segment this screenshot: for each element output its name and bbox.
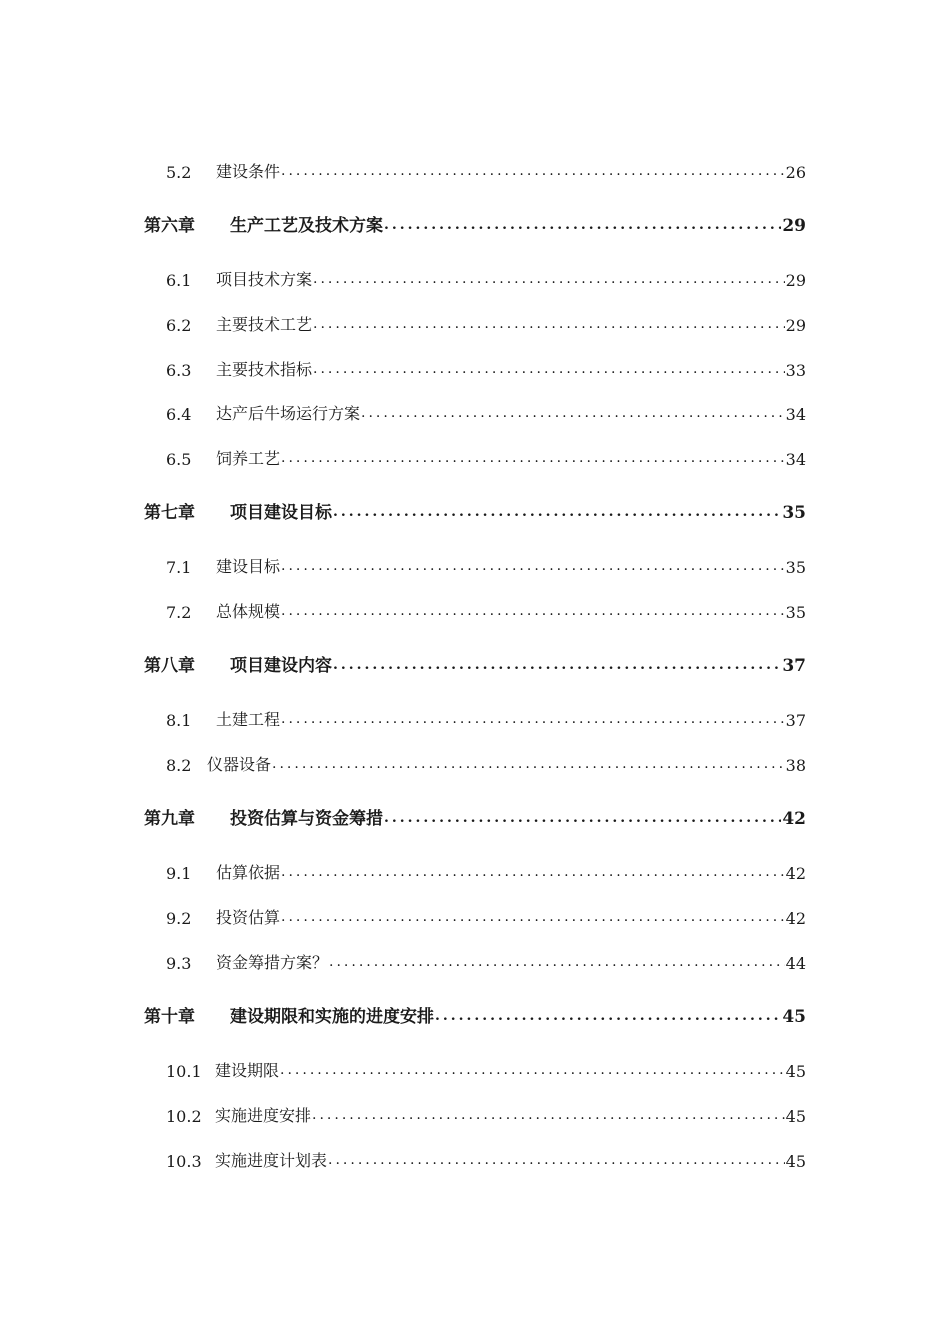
toc-entry-9-3[interactable] <box>166 947 806 973</box>
toc-entry-title: 建设期限 <box>215 1061 280 1080</box>
toc-entry-8-1[interactable] <box>166 704 806 730</box>
toc-chapter-title: 项目建设目标 <box>230 503 332 523</box>
toc-entry-10-1[interactable] <box>166 1055 806 1081</box>
toc-entry-number: 6.1 <box>166 271 192 290</box>
toc-entry-title: 实施进度计划表 <box>215 1151 328 1170</box>
dot-leader <box>329 955 785 969</box>
toc-entry-page: 37 <box>785 711 806 730</box>
toc-entry-page: 45 <box>785 1107 806 1126</box>
dot-leader <box>333 505 781 519</box>
toc-entry-page: 35 <box>785 558 806 577</box>
toc-chapter-page: 35 <box>782 503 806 523</box>
dot-leader <box>281 604 785 618</box>
toc-entry-title: 仪器设备 <box>207 755 272 774</box>
toc-entry-10-2[interactable] <box>166 1100 806 1126</box>
dot-leader <box>435 1009 781 1023</box>
dot-leader <box>313 272 785 286</box>
toc-chapter-page: 45 <box>782 1007 806 1027</box>
toc-chapter-8[interactable] <box>144 650 806 676</box>
toc-entry-title: 主要技术工艺 <box>216 315 313 334</box>
toc-entry-page: 44 <box>785 954 806 973</box>
toc-entry-10-3[interactable] <box>166 1145 806 1171</box>
toc-chapter-number: 第十章 <box>144 1007 195 1027</box>
toc-entry-number: 6.5 <box>166 450 192 469</box>
toc-chapter-title: 建设期限和实施的进度安排 <box>230 1007 434 1027</box>
toc-entry-page: 42 <box>785 864 806 883</box>
toc-entry-page: 29 <box>785 316 806 335</box>
toc-entry-number: 10.3 <box>166 1152 202 1171</box>
toc-entry-title: 达产后牛场运行方案 <box>216 404 361 423</box>
toc-entry-page: 35 <box>785 603 806 622</box>
dot-leader <box>384 811 781 825</box>
toc-entry-7-1[interactable] <box>166 551 806 577</box>
toc-entry-8-2[interactable] <box>166 749 806 775</box>
toc-entry-number: 5.2 <box>166 163 192 182</box>
toc-entry-number: 10.2 <box>166 1107 202 1126</box>
toc-entry-9-1[interactable] <box>166 857 806 883</box>
toc-chapter-title: 投资估算与资金筹措 <box>230 809 383 829</box>
toc-chapter-10[interactable] <box>144 1001 806 1027</box>
toc-entry-number: 6.4 <box>166 405 192 424</box>
toc-chapter-7[interactable] <box>144 497 806 523</box>
dot-leader <box>281 910 785 924</box>
dot-leader <box>272 757 785 771</box>
toc-entry-6-5[interactable] <box>166 443 806 469</box>
dot-leader <box>281 865 785 879</box>
toc-entry-9-2[interactable] <box>166 902 806 928</box>
toc-entry-title: 主要技术指标 <box>216 360 313 379</box>
dot-leader <box>313 317 785 331</box>
toc-entry-title: 实施进度安排 <box>215 1106 312 1125</box>
toc-entry-title: 饲养工艺 <box>216 449 281 468</box>
toc-entry-title: 总体规模 <box>216 602 281 621</box>
toc-entry-number: 6.3 <box>166 361 192 380</box>
toc-entry-title: 建设目标 <box>216 557 281 576</box>
toc-entry-6-1[interactable] <box>166 264 806 290</box>
toc-entry-page: 45 <box>785 1062 806 1081</box>
dot-leader <box>281 451 785 465</box>
dot-leader <box>313 362 785 376</box>
dot-leader <box>280 1063 785 1077</box>
toc-entry-6-4[interactable] <box>166 398 806 424</box>
toc-chapter-number: 第八章 <box>144 656 195 676</box>
toc-entry-page: 34 <box>785 405 806 424</box>
toc-entry-page: 34 <box>785 450 806 469</box>
toc-entry-number: 10.1 <box>166 1062 202 1081</box>
toc-entry-number: 7.1 <box>166 558 192 577</box>
dot-leader <box>333 658 781 672</box>
toc-entry-title: 项目技术方案 <box>216 270 313 289</box>
toc-entry-page: 33 <box>785 361 806 380</box>
dot-leader <box>281 712 785 726</box>
toc-entry-title: 投资估算 <box>216 908 281 927</box>
dot-leader <box>281 164 785 178</box>
toc-entry-6-3[interactable] <box>166 354 806 380</box>
toc-entry-page: 45 <box>785 1152 806 1171</box>
toc-chapter-9[interactable] <box>144 803 806 829</box>
toc-chapter-number: 第七章 <box>144 503 195 523</box>
toc-chapter-6[interactable] <box>144 210 806 236</box>
toc-chapter-page: 42 <box>782 809 806 829</box>
dot-leader <box>328 1153 785 1167</box>
toc-entry-number: 7.2 <box>166 603 192 622</box>
dot-leader <box>312 1108 785 1122</box>
toc-entry-number: 9.3 <box>166 954 192 973</box>
toc-entry-title: 土建工程 <box>216 710 281 729</box>
toc-entry-6-2[interactable] <box>166 309 806 335</box>
toc-chapter-number: 第九章 <box>144 809 195 829</box>
toc-entry-number: 9.2 <box>166 909 192 928</box>
toc-entry-title: 估算依据 <box>216 863 281 882</box>
toc-chapter-page: 37 <box>782 656 806 676</box>
toc-entry-number: 8.1 <box>166 711 192 730</box>
toc-chapter-page: 29 <box>782 216 806 236</box>
toc-entry-title: 建设条件 <box>216 162 281 181</box>
toc-chapter-title: 生产工艺及技术方案 <box>230 216 383 236</box>
toc-entry-7-2[interactable] <box>166 596 806 622</box>
toc-entry-number: 8.2 <box>166 756 192 775</box>
toc-entry-5-2[interactable] <box>166 156 806 182</box>
toc-entry-number: 9.1 <box>166 864 192 883</box>
toc-entry-number: 6.2 <box>166 316 192 335</box>
dot-leader <box>361 406 785 420</box>
toc-entry-page: 38 <box>785 756 806 775</box>
toc-chapter-number: 第六章 <box>144 216 195 236</box>
dot-leader <box>384 218 781 232</box>
toc-entry-page: 26 <box>785 163 806 182</box>
toc-entry-page: 42 <box>785 909 806 928</box>
toc-entry-title: 资金筹措方案？ <box>216 953 329 972</box>
toc-entry-page: 29 <box>785 271 806 290</box>
toc-chapter-title: 项目建设内容 <box>230 656 332 676</box>
dot-leader <box>281 559 785 573</box>
